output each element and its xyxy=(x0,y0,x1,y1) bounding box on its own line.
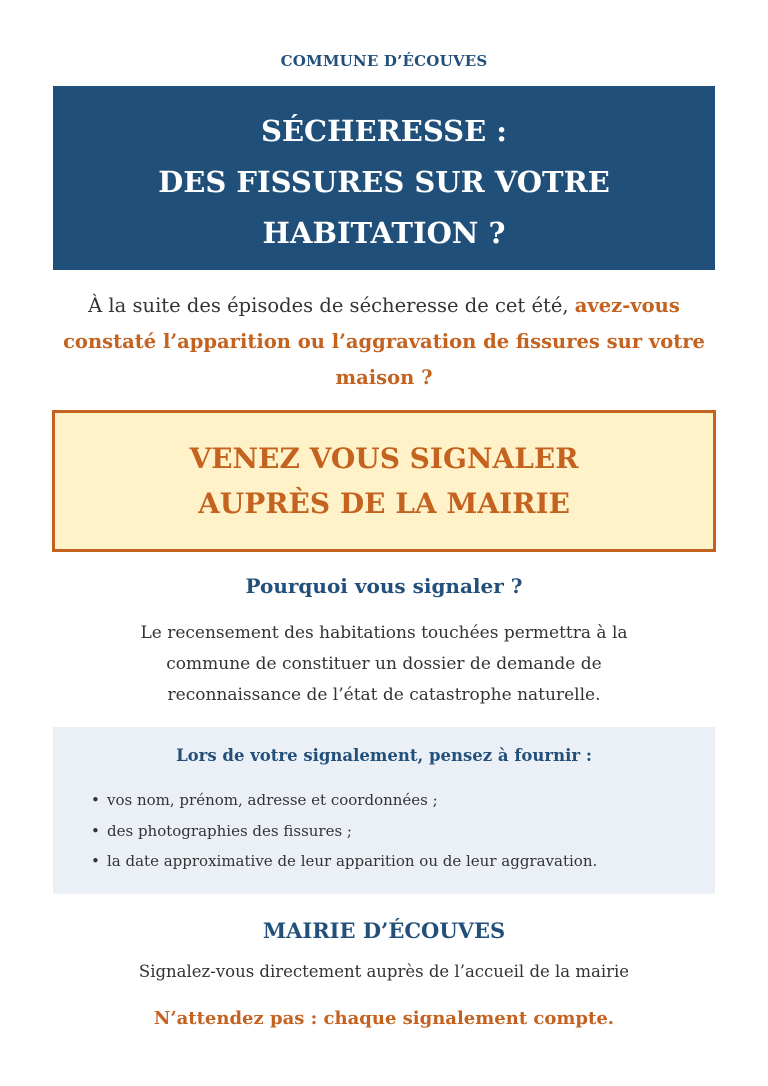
bullet-icon: • xyxy=(91,791,100,809)
why-line-1: Le recensement des habitations touchées permettra à la xyxy=(140,623,628,643)
why-line-3: reconnaissance de l’état de catastrophe naturelle. xyxy=(167,685,601,705)
list-item-text: la date approximative de leur apparition ou de leur aggravation. xyxy=(107,852,598,870)
why-line-2: commune de constituer un dossier de demande de xyxy=(166,654,602,674)
commune-name: COMMUNE D’ÉCOUVES xyxy=(280,52,488,70)
why-heading: Pourquoi vous signaler ? xyxy=(245,574,523,598)
list-item xyxy=(91,846,597,877)
info-box xyxy=(53,727,715,894)
list-item xyxy=(91,785,597,816)
cta-line-2: AUPRÈS DE LA MAIRIE xyxy=(198,487,570,520)
intro-accent-text: avez-vous constaté l’apparition ou l’aggravation de fissures sur votre maison ? xyxy=(63,294,705,389)
list-item-text: vos nom, prénom, adresse et coordonnées ; xyxy=(107,791,438,809)
closing-line: N’attendez pas : chaque signalement compte. xyxy=(153,1008,615,1029)
mairie-text: Signalez-vous directement auprès de l’accueil de la mairie xyxy=(138,962,630,981)
bullet-icon: • xyxy=(91,821,100,840)
mairie-heading: MAIRIE D’ÉCOUVES xyxy=(262,918,506,943)
list-item-text: des photographies des fissures ; xyxy=(107,821,352,840)
title-banner xyxy=(53,86,715,270)
title-line-3: HABITATION ? xyxy=(262,216,506,250)
why-paragraph xyxy=(95,618,673,711)
call-to-action-box xyxy=(52,410,716,552)
title-line-1: SÉCHERESSE : xyxy=(261,114,507,148)
info-list xyxy=(91,785,597,877)
cta-line-1: VENEZ VOUS SIGNALER xyxy=(189,442,579,475)
intro-plain-text: À la suite des épisodes de sécheresse de cet été, xyxy=(88,294,575,317)
intro-paragraph xyxy=(50,288,718,396)
list-item xyxy=(91,816,597,847)
bullet-icon: • xyxy=(91,852,100,870)
info-heading: Lors de votre signalement, pensez à fournir : xyxy=(176,746,592,765)
title-line-2: DES FISSURES SUR VOTRE xyxy=(158,165,610,199)
